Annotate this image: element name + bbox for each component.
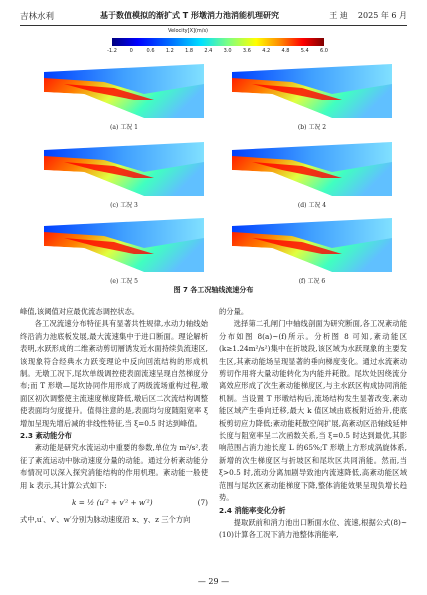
- right-column: [219, 306, 407, 542]
- paragraph: 峰值,该阈值对应最优流态调控状态。: [20, 307, 140, 316]
- colorbar-ticks: [108, 48, 328, 55]
- journal-name: 吉林水利: [20, 12, 55, 22]
- colorbar-tick-label: 6.0: [320, 48, 328, 54]
- flow-panel: [44, 138, 204, 196]
- colorbar-tick-label: 3.0: [223, 48, 232, 54]
- colorbar-tick-label: 3.6: [242, 48, 251, 54]
- panel-caption: (b) 工况 2: [297, 124, 327, 131]
- colorbar-tick-label: 0.6: [146, 48, 155, 54]
- panel-caption: (c) 工况 3: [110, 202, 138, 209]
- paragraph: 紊动能是研究水流运动中重要的参数,单位为 m²/s²,表征了紊流运动中脉动速度分量的动能。通过分析紊动能分布情况可以深入探究消能结构的作用机理。紊动能一般使用 k 表示,其计算公式如下:: [20, 443, 208, 490]
- colorbar-tick-label: 1.2: [165, 48, 174, 54]
- colorbar-tick-label: 0: [129, 48, 133, 54]
- equation-number: (7): [197, 497, 208, 507]
- paragraph: 选择第二孔闸门中轴线剖面为研究断面,各工况紊动能分布如图 8(a)~(f)所示。分析图 8 可知,紊动能区(k≥1.24m²/s²)集中在折坡段,该区域为水跃现象的主要发生区,其紊动能场呈现显著的垂向梯度变化。通过水流紊动剪切作用将大量动能转化为内能并耗散。尾坎处因绕流分离效应形成了次生紊动能梯度区,与主水跃区构成协同消能机制。当设置 T 形墩结构后,流场结构发生显著改变,紊动能区域产生垂向迁移,最大 k 值区域由底板附近抬升,使底板剪切应力降低;紊动能耗散空间扩展,高紊动区沿轴线延伸长度与阻宽率呈二次函数关系,当 ξ=0.5 时达到最优,其影响范围占消力池长度 L 的65%;T 形墩上方形成涡旋体系,新增的次生梯度区与折坡区和尾坎区共同消能。然而,当 ξ>0.5 时,流动分离加剧导致池内流速降低,高紊动能区域范围与尾坎区紊动能梯度下降,整体消能效果呈现负增长趋势。: [219, 319, 407, 503]
- section-heading: 2.4 消能率变化分析: [219, 505, 286, 515]
- flow-panel: [44, 214, 204, 272]
- colorbar-tick-label: -1.2: [107, 48, 117, 54]
- panel-caption: (e) 工况 5: [110, 278, 138, 285]
- flow-panel: [232, 138, 392, 196]
- paragraph: 的分量。: [219, 307, 249, 316]
- equation-body: k = ½ (u′² + v′² + w′²): [72, 497, 153, 507]
- colorbar: [112, 38, 324, 46]
- page-number: — 29 —: [197, 577, 230, 586]
- author-date: 王 迪 2025 年 6 月: [329, 11, 407, 20]
- flow-panel: [44, 60, 204, 118]
- paragraph: 式中,u′、v′、w′分别为脉动速度沿 x、y、z 三个方向: [20, 515, 191, 525]
- article-title: 基于数值模拟的渐扩式 T 形墩消力池消能机理研究: [100, 11, 280, 20]
- panel-caption: (a) 工况 1: [110, 124, 138, 131]
- colorbar-tick-label: 5.4: [300, 48, 309, 54]
- colorbar-tick-label: 1.8: [185, 48, 194, 54]
- colorbar-tick-label: 4.8: [281, 48, 290, 54]
- header-rule: [20, 25, 407, 26]
- paragraph: 各工况流速分布特征具有显著共性规律,水动力轴线始终沿消力池底板发展,最大流速集中于进口断面。理论解析表明,水跃形成的二维紊动剪切層诱发近水面持续负流速区,该现象符合经典水力跃变理论中反向回流结构的形成机制。无墩工况下,尾坎单级调控使表面流速呈现自然梯度分布;而 T 形墩—尾坎协同作用形成了两级流场重构过程,墩面区初次调整使主流速度梯度降低,墩后区二次流结构调整使表面均匀度提升。值得注意的是,表面均匀度随阻宽率 ξ 增加呈现先增后减的非线性特征,当 ξ=0.5 时达到峰值。: [20, 319, 208, 428]
- panel-caption: (d) 工况 4: [297, 202, 327, 209]
- colorbar-tick-label: 2.4: [204, 48, 213, 54]
- paragraph: 提取跃前和消力池出口断面水位、流速,根据公式(8)~(10)计算各工况下消力池整体消能率,: [219, 517, 407, 540]
- colorbar-tick-label: 4.2: [262, 48, 271, 54]
- flow-panel: [232, 214, 392, 272]
- left-column: [20, 306, 208, 527]
- figure-caption: 图 7 各工况轴线流速分布: [173, 286, 254, 294]
- equation: [20, 494, 208, 512]
- colorbar-title: Velocity[X](m/s): [168, 28, 209, 34]
- section-heading: 2.3 紊动能分布: [20, 431, 72, 441]
- panel-caption: (f) 工况 6: [298, 278, 326, 285]
- running-header: [20, 9, 407, 23]
- flow-panel: [232, 60, 392, 118]
